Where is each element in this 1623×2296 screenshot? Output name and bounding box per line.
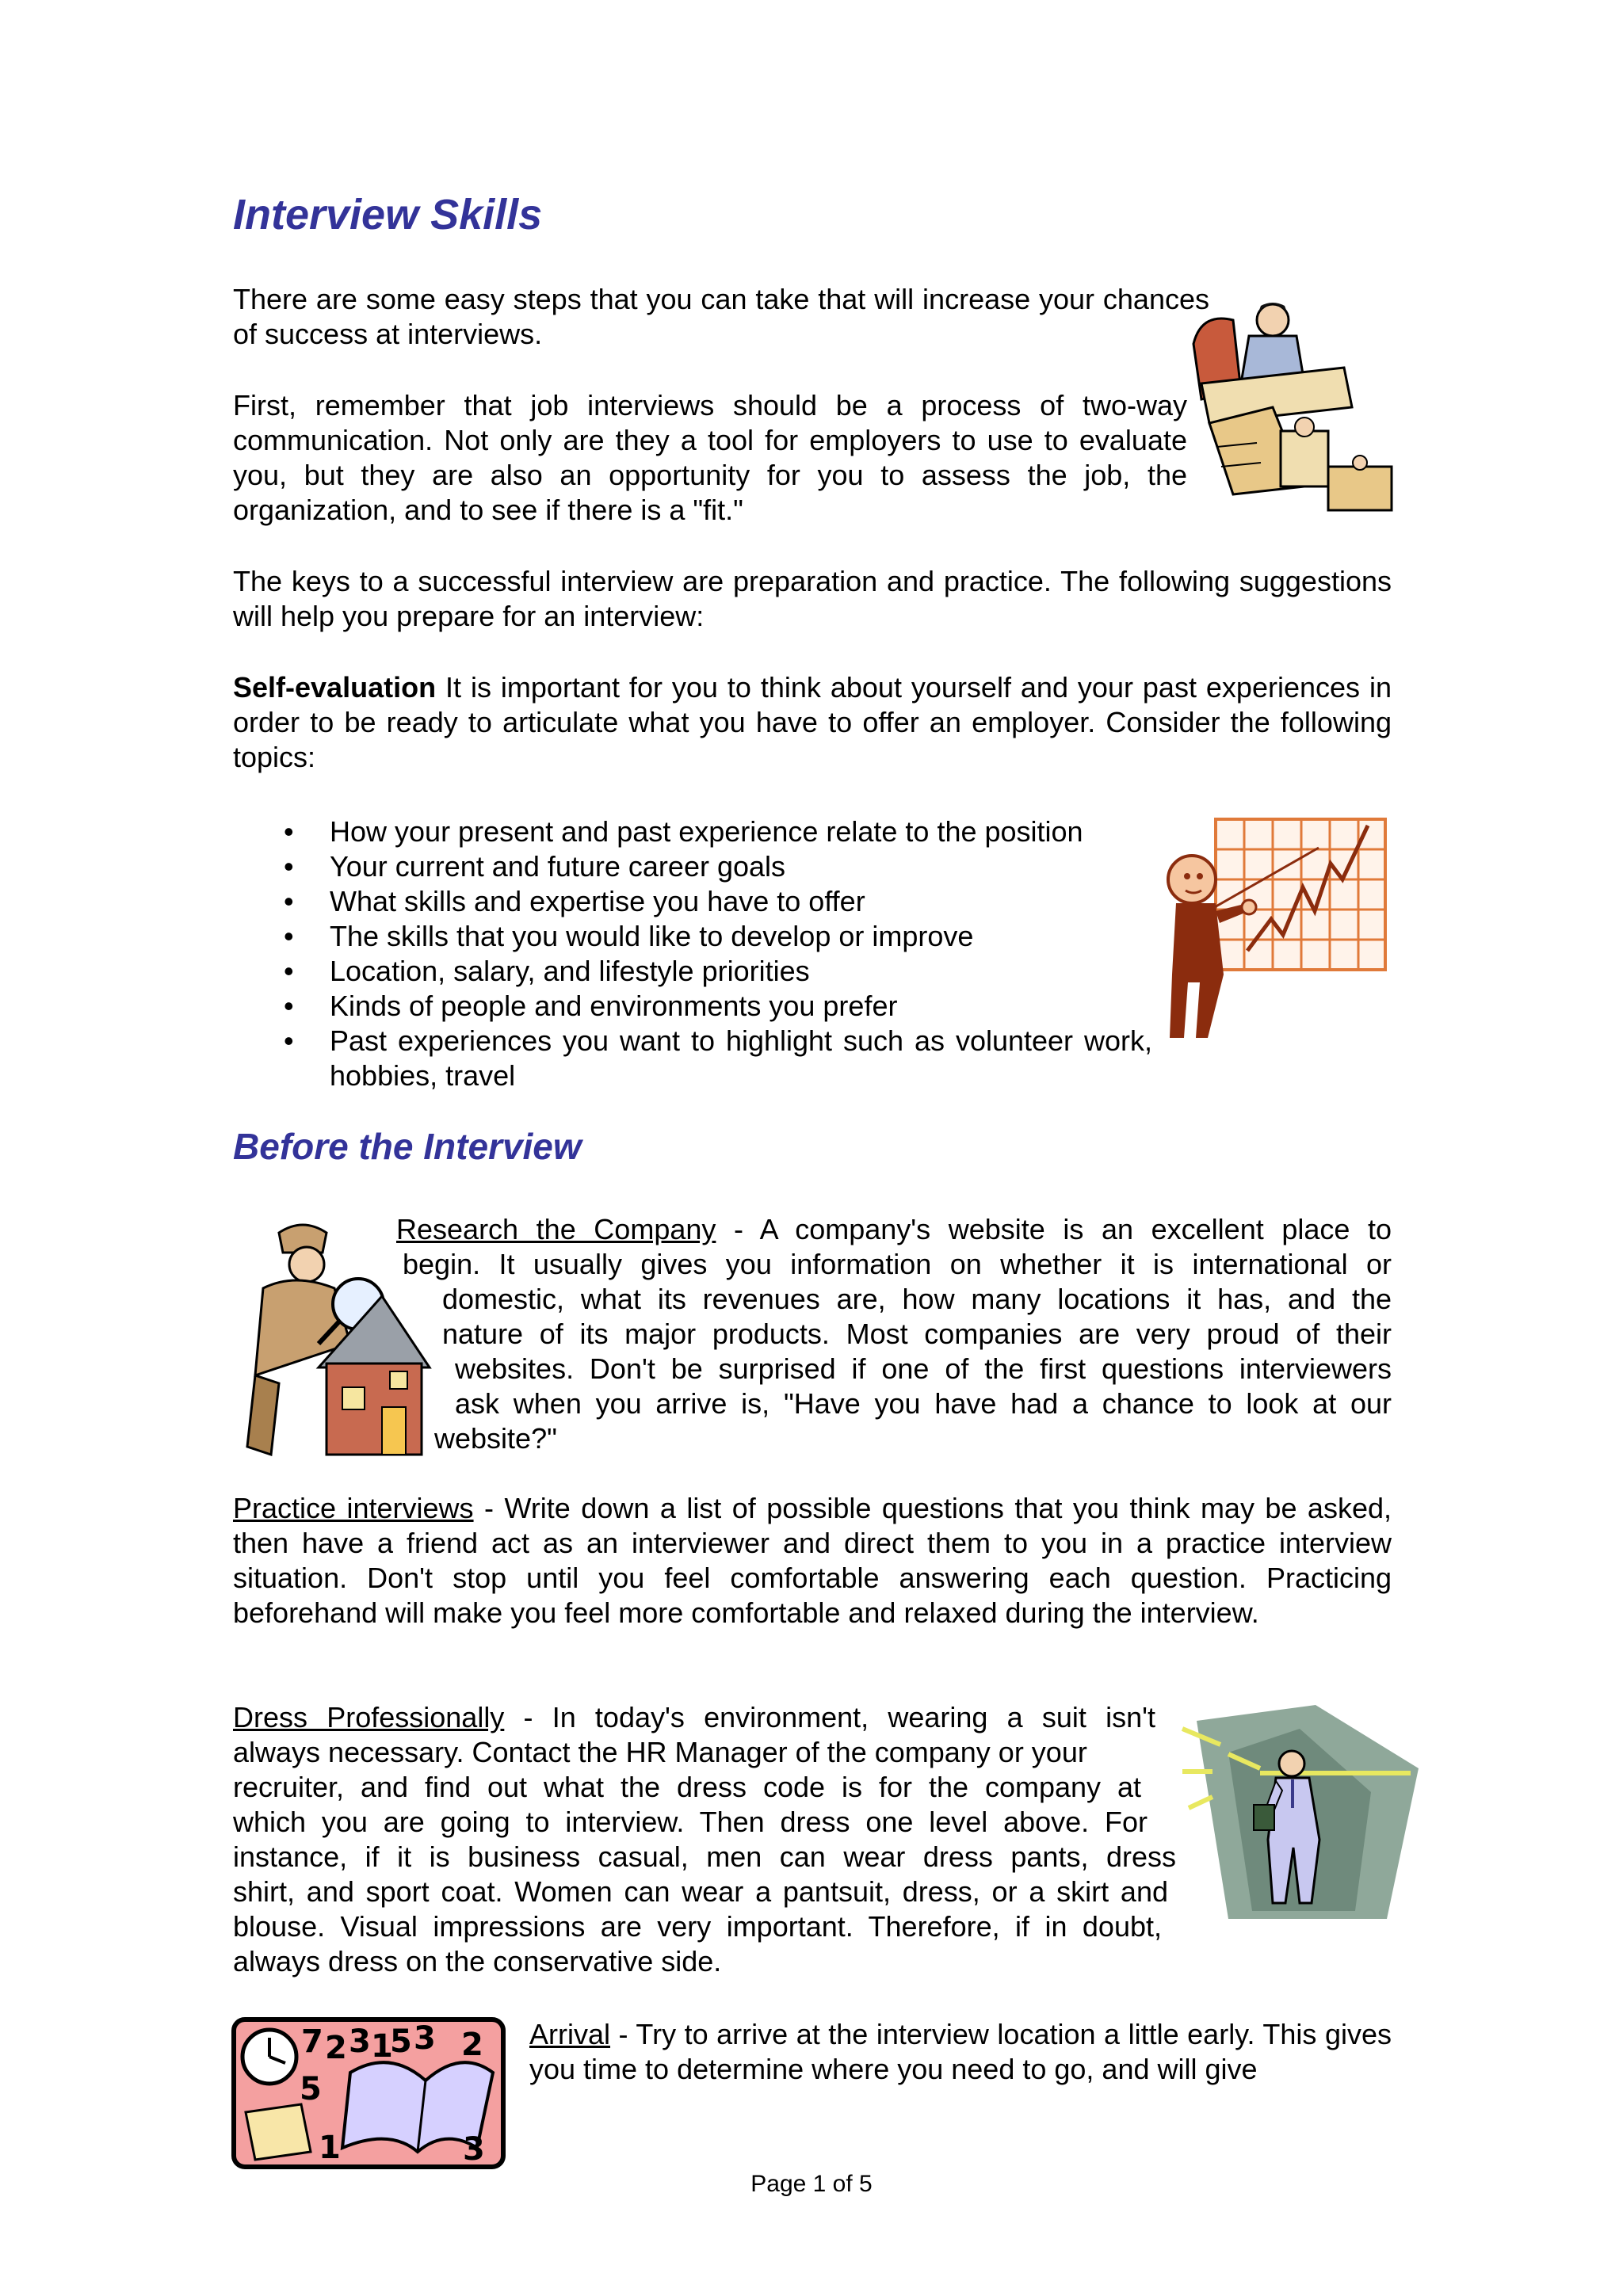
list-item <box>273 1024 1152 1093</box>
dress-label: Dress Professionally <box>233 1701 505 1733</box>
clipart-number: 5 <box>390 2023 412 2060</box>
research-line: ask when you arrive is, "Have you have had a chance to look at our <box>455 1387 1392 1420</box>
list-item <box>273 954 1152 989</box>
list-item-text: Your current and future career goals <box>330 850 786 883</box>
clipart-number: 3 <box>349 2023 371 2060</box>
list-item <box>273 989 1152 1024</box>
dress-line: blouse. Visual impressions are very important. Therefore, if in doubt, <box>233 1910 1162 1943</box>
research-line: domestic, what its revenues are, how many locations it has, and the <box>442 1283 1392 1315</box>
research-line: website?" <box>434 1422 557 1455</box>
list-item-text: What skills and expertise you have to offer <box>330 885 865 917</box>
bullet-glyph: • <box>284 850 294 883</box>
clipart-number: 2 <box>325 2030 347 2066</box>
research-line: websites. Don't be surprised if one of the first questions interviewers <box>455 1352 1392 1385</box>
practice-label: Practice interviews <box>233 1492 474 1524</box>
clipart-number: 7 <box>301 2023 323 2060</box>
clipart-number: 1 <box>371 2028 393 2065</box>
bullet-glyph: • <box>284 955 294 987</box>
list-item-text: How your present and past experience relate to the position <box>330 815 1083 848</box>
self-evaluation-text: It is important for you to think about yourself and your past experiences in order to be ready to articulate what you have to offer an employer. Consider the following topics: <box>233 671 1392 773</box>
dress-line: instance, if it is business casual, men can wear dress pants, dress <box>233 1840 1176 1873</box>
bullet-glyph: • <box>284 885 294 917</box>
dress-paragraph <box>233 1700 1181 1979</box>
dress-line: always dress on the conservative side. <box>233 1945 722 1978</box>
list-item <box>273 814 1152 849</box>
list-item-text: The skills that you would like to develop or improve <box>330 920 974 952</box>
page-title: Interview Skills <box>233 191 543 238</box>
clipart-number: 2 <box>461 2027 483 2063</box>
list-item-text: Past experiences you want to highlight such as volunteer work, hobbies, travel <box>330 1024 1152 1092</box>
dress-line: which you are going to interview. Then dress one level above. For <box>233 1806 1148 1838</box>
list-item-text: Kinds of people and environments you prefer <box>330 990 898 1022</box>
self-evaluation-heading: Self-evaluation <box>233 671 437 704</box>
clipart-number: 5 <box>300 2071 322 2107</box>
topics-list <box>273 814 1152 1093</box>
list-item-text: Location, salary, and lifestyle priorities <box>330 955 810 987</box>
intro-paragraph-2: First, remember that job interviews should be a process of two-way communication. Not only are they a tool for employers to use to evaluate you, but they are also an opportunity for you to assess the job, the organization, and to see if there is a "fit." <box>233 389 1187 526</box>
research-line: - A company's website is an excellent place to <box>716 1213 1392 1245</box>
arrival-label: Arrival <box>529 2018 611 2050</box>
practice-text: - Write down a list of possible questions that you think may be asked, then have a friend act as an interviewer and direct them to you in a practice interview situation. Don't stop until you feel comfortable answering each question. Practicing beforehand will make you feel more comfortable and relaxed during the interview. <box>233 1492 1392 1629</box>
bullet-glyph: • <box>284 1024 294 1057</box>
section-heading-before-interview: Before the Interview <box>233 1126 582 1167</box>
clipart-number: 3 <box>463 2131 485 2168</box>
bullet-glyph: • <box>284 815 294 848</box>
bullet-glyph: • <box>284 920 294 952</box>
desk-worker-clipart <box>1186 288 1400 518</box>
arrival-text: - Try to arrive at the interview location a little early. This gives you time to determine where you need to go, and will give <box>529 2018 1392 2085</box>
intro-paragraph-3: The keys to a successful interview are preparation and practice. The following suggestions will help you prepare for an interview: <box>233 565 1392 632</box>
dress-line: shirt, and sport coat. Women can wear a pantsuit, dress, or a skirt and <box>233 1875 1168 1908</box>
research-paragraph <box>396 1212 1392 1456</box>
clock-book-clipart <box>231 2017 506 2169</box>
arrival-paragraph <box>529 2017 1392 2087</box>
research-line: nature of its major products. Most companies are very proud of their <box>442 1318 1392 1350</box>
list-item <box>273 919 1152 954</box>
professional-dress-clipart <box>1181 1705 1420 1922</box>
research-line: begin. It usually gives you information on whether it is international or <box>403 1248 1392 1280</box>
presenter-chart-clipart <box>1160 816 1390 1041</box>
clipart-number: 3 <box>414 2020 436 2057</box>
research-label: Research the Company <box>396 1213 716 1245</box>
page-number: Page 1 of 5 <box>750 2171 873 2197</box>
list-item <box>273 884 1152 919</box>
intro-paragraph-1: There are some easy steps that you can take that will increase your chances of success at interviews. <box>233 283 1209 350</box>
dress-line: always necessary. Contact the HR Manager of the company or your <box>233 1736 1087 1768</box>
practice-paragraph <box>233 1491 1392 1630</box>
self-evaluation-paragraph <box>233 670 1392 775</box>
list-item <box>273 849 1152 884</box>
dress-line: recruiter, and find out what the dress code is for the company at <box>233 1771 1141 1803</box>
dress-line: - In today's environment, wearing a suit isn't <box>504 1701 1155 1733</box>
clipart-number: 1 <box>319 2130 341 2166</box>
bullet-glyph: • <box>284 990 294 1022</box>
